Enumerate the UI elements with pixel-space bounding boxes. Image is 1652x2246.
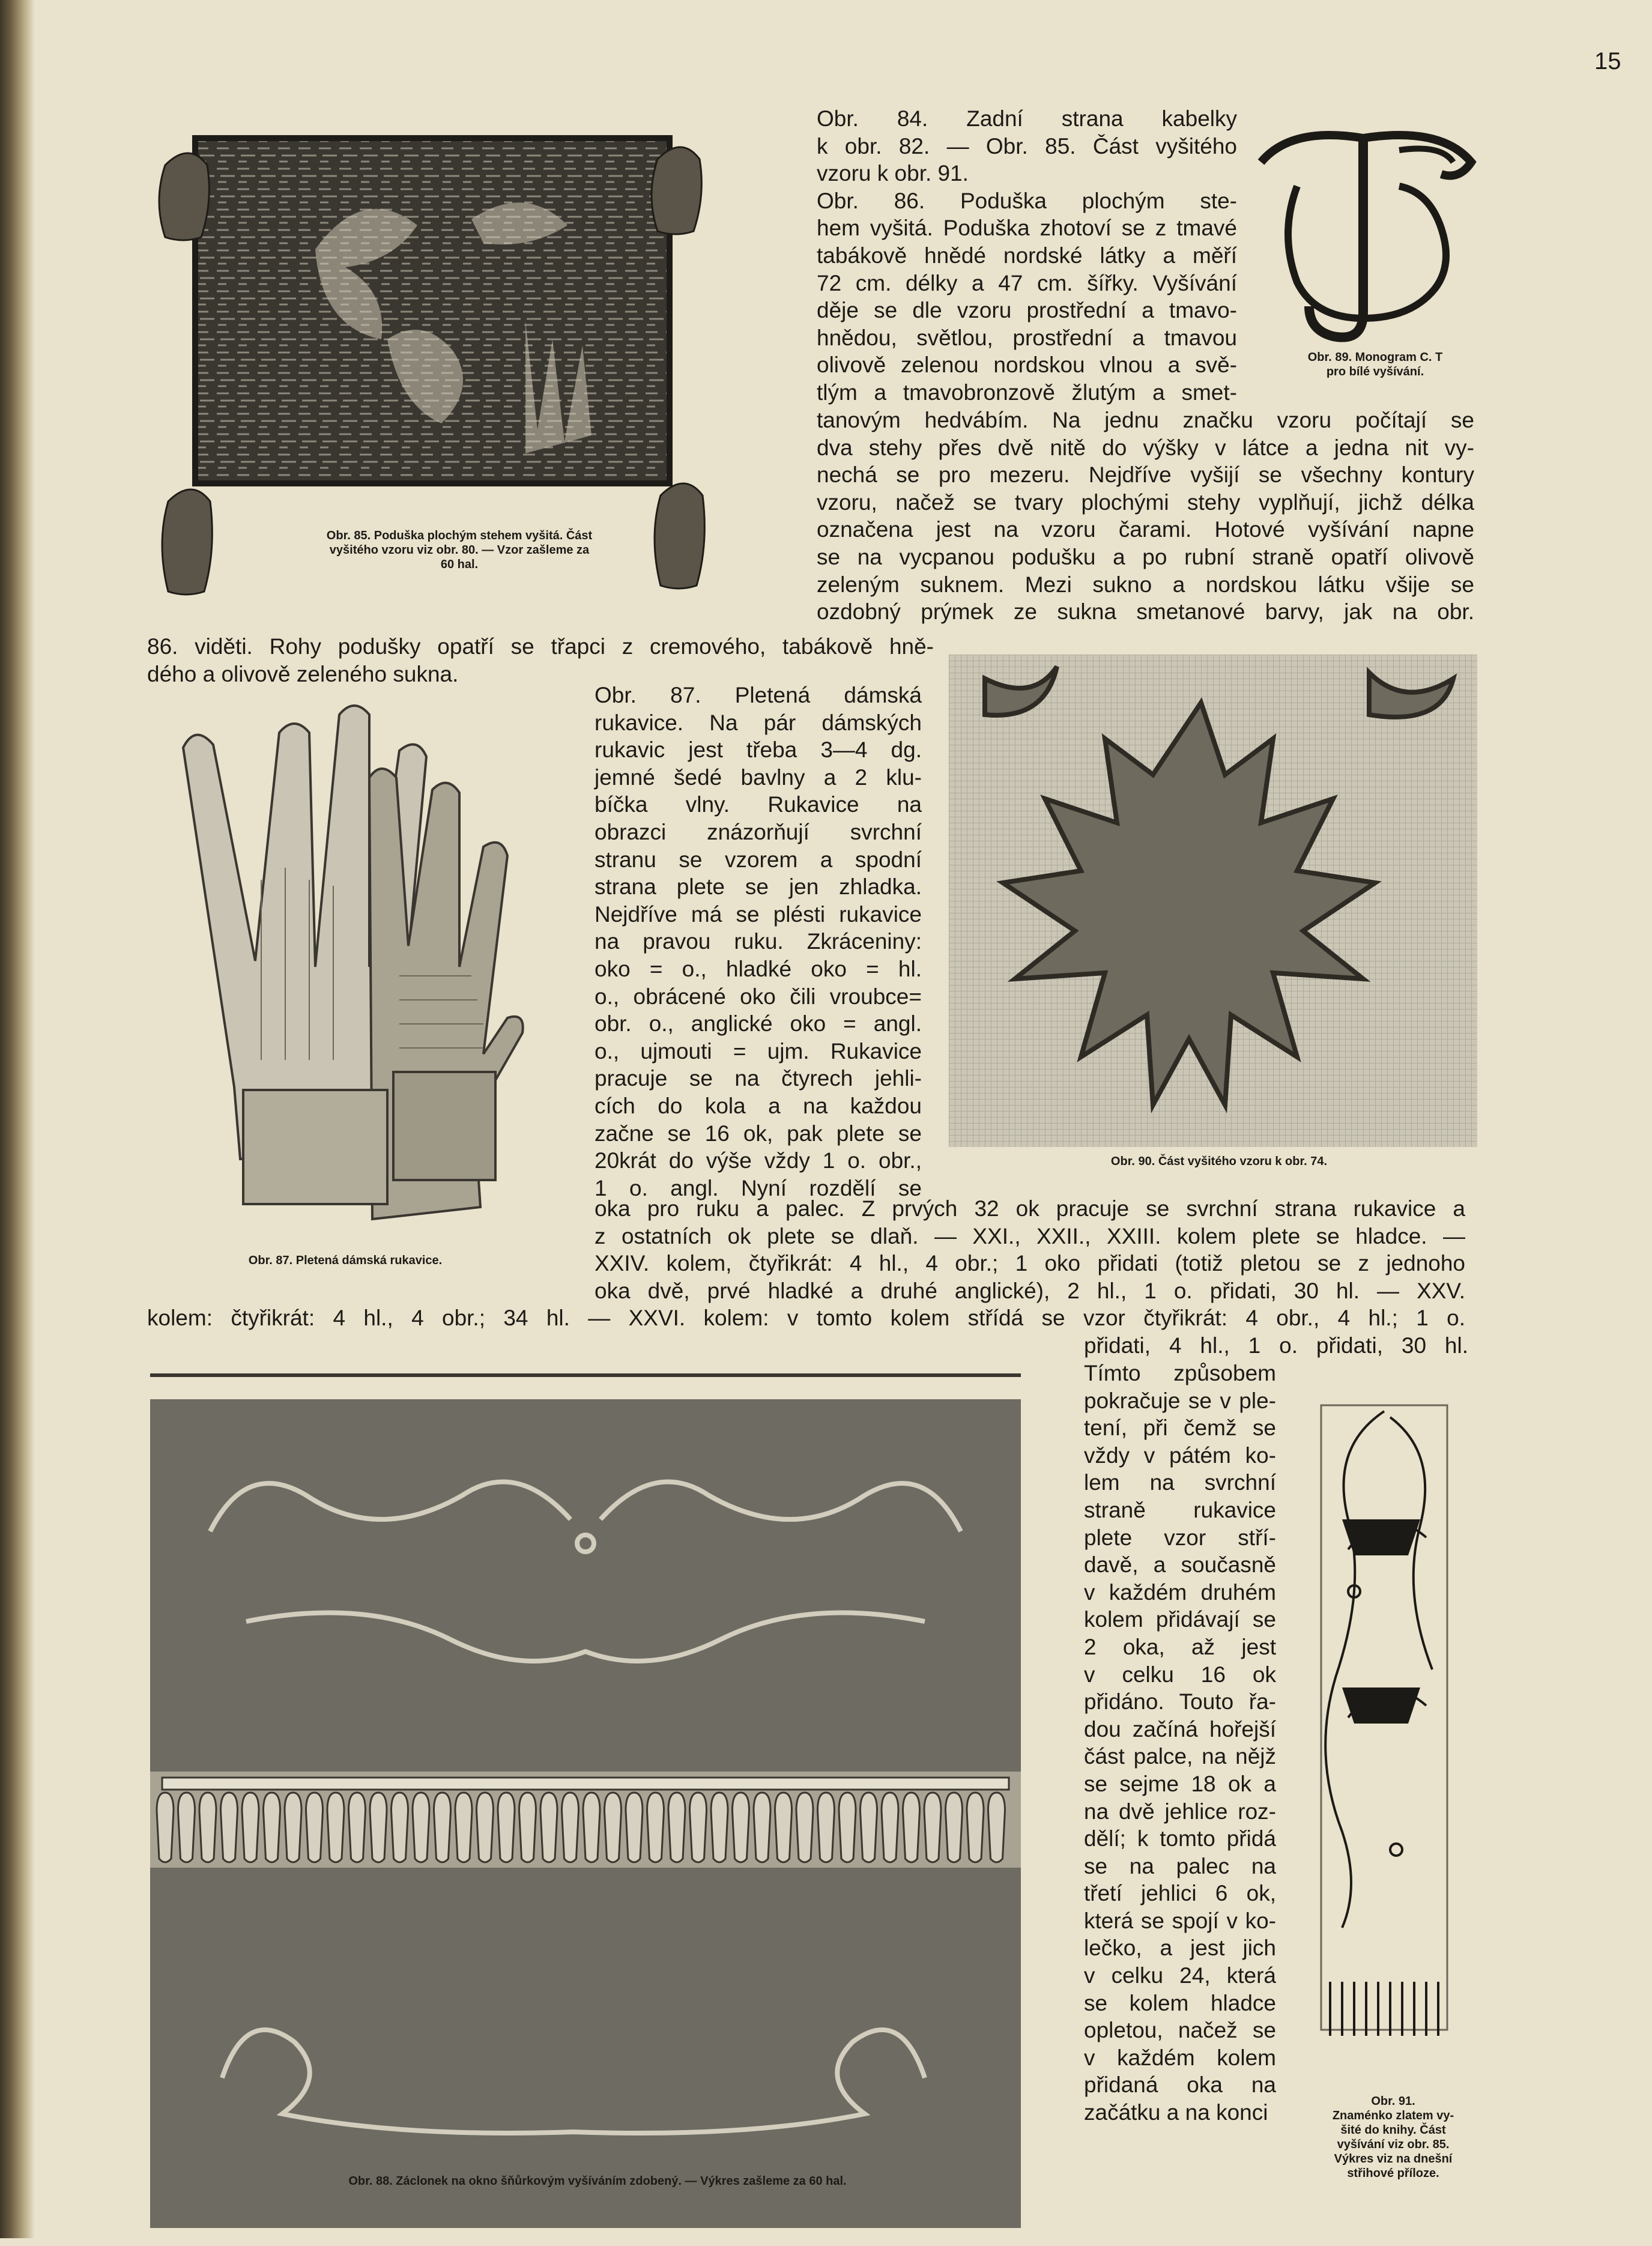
curtain-fringe-tassel xyxy=(392,1793,408,1862)
text-line: přidáno. Touto řa- xyxy=(1084,1689,1276,1715)
text-line: 86. viděti. Rohy podušky opatří se třapci z cremového, tabákově hně- xyxy=(147,634,934,659)
figure-87-caption: Obr. 87. Pletená dámská rukavice. xyxy=(248,1254,443,1267)
text-line: opletou, načež se xyxy=(1084,2018,1276,2043)
text-line: dou začíná hořejší xyxy=(1084,1716,1276,1742)
curtain-fringe-tassel xyxy=(349,1793,366,1862)
curtain-fringe-tassel xyxy=(903,1793,920,1862)
text-block-glove-wide xyxy=(595,1195,1465,1304)
text-line: rukavice. Na pár dámských xyxy=(595,710,922,735)
curtain-fringe-tassel xyxy=(157,1793,174,1862)
figure-90-embroidery xyxy=(949,655,1477,1147)
text-line: k obr. 82. — Obr. 85. Část vyšitého xyxy=(817,133,1237,159)
curtain-fringe-tassel xyxy=(754,1793,770,1862)
text-line: tení, při čemž se xyxy=(1084,1415,1276,1441)
text-block-top-narrow xyxy=(817,105,1237,407)
text-line: pokračuje se v ple- xyxy=(1084,1388,1276,1413)
figure-90-caption: Obr. 90. Část vyšitého vzoru k obr. 74. xyxy=(1110,1155,1328,1168)
text-line: se sejme 18 ok a xyxy=(1084,1771,1276,1796)
figure-91-bookmark xyxy=(1306,1393,1462,2054)
text-line: Obr. 84. Zadní strana kabelky xyxy=(817,106,1237,131)
text-line: přidaná oka na xyxy=(1084,2072,1276,2098)
text-line: o., ujmouti = ujm. Rukavice xyxy=(595,1038,922,1064)
text-line: v každém druhém xyxy=(1084,1579,1276,1605)
text-line: XXIV. kolem, čtyřikrát: 4 hl., 4 obr.; 1 oko přidati (totiž pletou se z jednoho xyxy=(595,1251,1465,1276)
text-line: Obr. 86. Poduška plochým ste- xyxy=(817,188,1237,213)
text-line: se kolem hladce xyxy=(1084,1990,1276,2015)
text-block-top-wide xyxy=(817,407,1474,626)
curtain-fringe-tassel xyxy=(967,1793,984,1862)
curtain-fringe-tassel xyxy=(924,1793,941,1862)
text-line: 20krát do výše vždy 1 o. obr., xyxy=(595,1148,922,1173)
text-line: vzoru k obr. 91. xyxy=(817,161,969,186)
curtain-fringe-tassel xyxy=(733,1793,749,1862)
curtain-fringe-tassel xyxy=(370,1793,387,1862)
text-line: z ostatních ok plete se dlaň. — XXI., XXII., XXIII. kolem plete se hladce. — xyxy=(595,1223,1465,1249)
curtain-fringe-tassel xyxy=(285,1793,301,1862)
text-line: 1 o. angl. Nyní rozdělí se xyxy=(595,1175,922,1200)
text-line: zeleným suknem. Mezi sukno a nordskou látku všije se xyxy=(817,572,1474,597)
text-line: dělí; k tomto přidá xyxy=(1084,1826,1276,1851)
curtain-fringe-tassel xyxy=(818,1793,835,1862)
text-line: davě, a současně xyxy=(1084,1552,1276,1578)
figure-91-caption: Obr. 91. Znaménko zlatem vy- šité do knihy. Část vyšívání viz obr. 85. Výkres viz na dnešní střihové příloze. xyxy=(1332,2095,1454,2180)
text-line: ozdobný prýmek ze sukna smetanové barvy, jak na obr. xyxy=(817,599,1474,625)
text-line: obrazci znázorňují svrchní xyxy=(595,819,922,844)
text-block-glove-full xyxy=(147,1304,1465,1332)
text-line: Tímto způsobem xyxy=(1084,1361,1276,1385)
text-line: hnědou, světlou, prostřední a tmavou xyxy=(817,325,1237,350)
text-line: třetí jehlici 6 ok, xyxy=(1084,1881,1276,1906)
text-block-glove-narrow xyxy=(595,682,922,1202)
text-line: v celku 16 ok xyxy=(1084,1662,1276,1687)
text-line: dého a olivově zeleného sukna. xyxy=(147,661,459,686)
curtain-fringe-tassel xyxy=(413,1793,429,1862)
text-line: která se spojí v ko- xyxy=(1084,1908,1276,1933)
figure-87-glove xyxy=(141,700,567,1240)
curtain-fringe-tassel xyxy=(455,1793,472,1862)
text-line: 2 oka, až jest xyxy=(1084,1634,1276,1659)
curtain-fringe-tassel xyxy=(540,1793,557,1862)
text-line: Nejdříve má se plésti rukavice xyxy=(595,901,922,927)
text-line: označena jest na vzoru čarami. Hotové vyšívání napne xyxy=(817,517,1474,542)
text-line: plete vzor stří- xyxy=(1084,1525,1276,1550)
text-line: stranu se vzorem a spodní xyxy=(595,847,922,872)
text-line: v celku 24, která xyxy=(1084,1963,1276,1988)
text-line: na dvě jehlice roz- xyxy=(1084,1799,1276,1824)
figure-88-curtain xyxy=(138,1357,1033,2246)
figure-89-monogram xyxy=(1243,114,1483,354)
text-line: se na vycpanou podušku a po rubní straně opatří olivově xyxy=(817,544,1474,569)
curtain-fringe-tassel xyxy=(690,1793,707,1862)
text-line: oka dvě, prvé hladké a druhé anglické), 2 hl., 1 o. přidati, 30 hl. — XXV. xyxy=(595,1278,1465,1303)
curtain-fringe-tassel xyxy=(242,1793,259,1862)
figure-89-caption: Obr. 89. Monogram C. T pro bílé vyšívání. xyxy=(1307,351,1443,378)
text-line: vždy v pátém ko- xyxy=(1084,1442,1276,1468)
curtain-fringe-tassel xyxy=(306,1793,323,1862)
text-line: o., obrácené oko čili vroubce= xyxy=(595,984,922,1009)
curtain-fringe-tassel xyxy=(519,1793,536,1862)
text-line: Obr. 87. Pletená dámská xyxy=(595,683,922,707)
curtain-fringe-tassel xyxy=(946,1793,963,1862)
curtain-fringe-tassel xyxy=(882,1793,898,1862)
curtain-fringe-tassel xyxy=(178,1793,195,1862)
text-line: oko = o., hladké oko = hl. xyxy=(595,956,922,981)
text-block-right-first xyxy=(1084,1332,1468,1360)
text-line: kolem: čtyřikrát: 4 hl., 4 obr.; 34 hl. — XXVI. kolem: v tomto kolem střídá se vzor čtyřikrát: 4 obr., 4 hl.; 1 o. xyxy=(147,1306,1465,1330)
text-line: rukavic jest třeba 3—4 dg. xyxy=(595,737,922,763)
text-line: oka pro ruku a palec. Z prvých 32 ok pracuje se svrchní strana rukavice a xyxy=(595,1196,1465,1221)
text-line: tlým a tmavobronzově žlutým a smet- xyxy=(817,380,1237,405)
text-line: děje se dle vzoru prostřední a tmavo- xyxy=(817,298,1237,323)
text-line: část palce, na nějž xyxy=(1084,1744,1276,1769)
text-line: vzoru, načež se tvary plochými stehy vyplňují, jichž délka xyxy=(817,489,1474,515)
curtain-fringe-tassel xyxy=(264,1793,280,1862)
text-line: v každém kolem xyxy=(1084,2045,1276,2070)
text-line: začne se 16 ok, pak plete se xyxy=(595,1121,922,1146)
text-line: nechá se pro mezeru. Nejdříve vyšijí se všechny kontury xyxy=(817,462,1474,488)
curtain-fringe-tassel xyxy=(562,1793,579,1862)
figure-88-caption: Obr. 88. Záclonek na okno šňůrkovým vyšíváním zdobený. — Výkres zašleme za 60 hal. xyxy=(348,2175,847,2188)
text-line: lečko, a jest jich xyxy=(1084,1936,1276,1961)
text-line: dva stehy přes dvě nitě do výšky v látce a jedna nit vy- xyxy=(817,435,1474,460)
curtain-fringe-tassel xyxy=(861,1793,877,1862)
figure-85-caption: Obr. 85. Poduška plochým stehem vyšitá. Část vyšitého vzoru viz obr. 80. — Vzor zašleme za 60 hal. xyxy=(326,529,593,571)
text-line: obr. o., anglické oko = angl. xyxy=(595,1011,922,1037)
curtain-fringe-tassel xyxy=(988,1793,1005,1862)
text-line: cích do kola a na každou xyxy=(595,1093,922,1118)
text-line: přidati, 4 hl., 1 o. přidati, 30 hl. xyxy=(1084,1333,1468,1358)
text-line: kolem přidávají se xyxy=(1084,1607,1276,1632)
text-line: strana plete se jen zhladka. xyxy=(595,874,922,900)
page-number: 15 xyxy=(1594,48,1621,74)
curtain-fringe-tassel xyxy=(605,1793,622,1862)
curtain-fringe-tassel xyxy=(221,1793,238,1862)
text-block-cushion-end xyxy=(147,633,934,688)
text-line: straně rukavice xyxy=(1084,1497,1276,1522)
curtain-fringe-tassel xyxy=(775,1793,792,1862)
curtain-fringe-tassel xyxy=(477,1793,494,1862)
curtain-fringe-tassel xyxy=(199,1793,216,1862)
curtain-fringe-tassel xyxy=(796,1793,813,1862)
curtain-fringe-tassel xyxy=(711,1793,728,1862)
curtain-fringe-tassel xyxy=(434,1793,451,1862)
text-line: na pravou ruku. Zkráceniny: xyxy=(595,929,922,954)
text-line: lem na svrchní xyxy=(1084,1470,1276,1495)
text-line: začátku a na konci xyxy=(1084,2100,1268,2125)
curtain-fringe-tassel xyxy=(668,1793,685,1862)
text-line: 72 cm. délky a 47 cm. šířky. Vyšívání xyxy=(817,270,1237,295)
text-block-right-column xyxy=(1084,1360,1276,2126)
text-line: tanovým hedvábím. Na jednu značku vzoru počítají se xyxy=(817,408,1474,432)
text-line: pracuje se na čtyrech jehli- xyxy=(595,1066,922,1091)
text-line: tabákově hnědé nordské látky a měří xyxy=(817,243,1237,268)
curtain-fringe-tassel xyxy=(327,1793,344,1862)
curtain-fringe-tassel xyxy=(839,1793,856,1862)
text-line: bíčka vlny. Rukavice na xyxy=(595,792,922,817)
page-binding-edge xyxy=(0,0,35,2238)
curtain-fringe-tassel xyxy=(626,1793,643,1862)
curtain-fringe-tassel xyxy=(498,1793,515,1862)
text-line: olivově zelenou nordskou vlnou a svě- xyxy=(817,353,1237,378)
text-line: jemné šedé bavlny a 2 klu- xyxy=(595,764,922,790)
text-line: se na palec na xyxy=(1084,1853,1276,1878)
text-line: hem vyšitá. Poduška zhotoví se z tmavé xyxy=(817,216,1237,241)
curtain-fringe-tassel xyxy=(583,1793,600,1862)
curtain-fringe-tassel xyxy=(647,1793,664,1862)
